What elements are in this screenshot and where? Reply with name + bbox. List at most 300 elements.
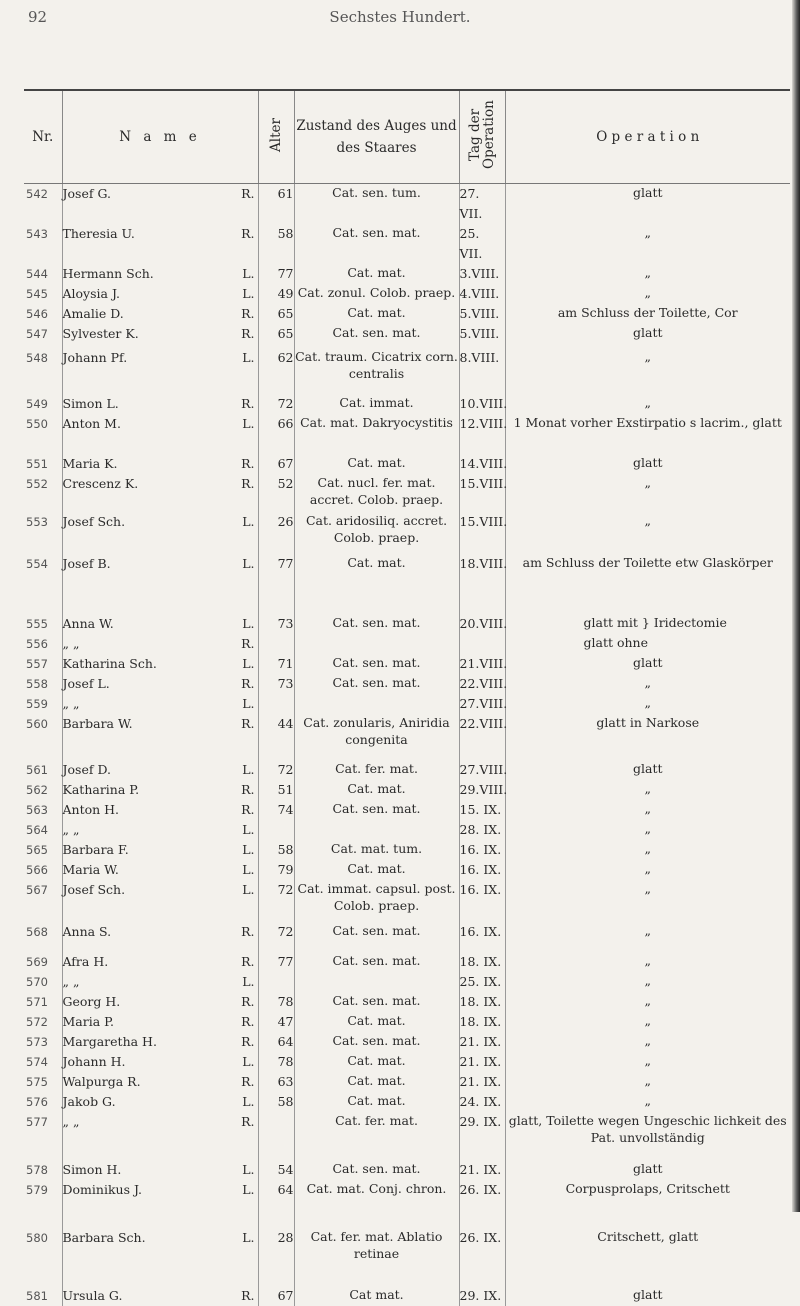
operation-note: glatt mit } Iridectomie <box>505 614 790 634</box>
name-text: Margaretha H. <box>63 1032 157 1052</box>
operation-note: glatt <box>505 324 790 348</box>
table-row <box>24 1228 790 1286</box>
operation-date: 16. IX. <box>459 860 505 880</box>
row-number: 553 <box>24 512 62 554</box>
row-number: 575 <box>24 1072 62 1092</box>
row-number: 550 <box>24 414 62 454</box>
page-edge <box>792 0 800 1212</box>
patient-name <box>62 1072 258 1092</box>
eye-side: L. <box>242 554 254 574</box>
age-value: 44 <box>258 714 294 760</box>
row-number: 558 <box>24 674 62 694</box>
name-text: Josef Sch. <box>63 512 126 532</box>
row-number: 561 <box>24 760 62 780</box>
age-value: 72 <box>258 880 294 922</box>
operation-note: glatt <box>505 1286 790 1306</box>
operation-note: „ <box>505 860 790 880</box>
eye-condition: Cat. sen. mat. <box>294 674 459 694</box>
col-zustand: Zustand des Auges und des Staares <box>294 90 459 184</box>
table-row <box>24 1112 790 1160</box>
operation-date: 16. IX. <box>459 880 505 922</box>
table-row <box>24 1032 790 1052</box>
operation-note: „ <box>505 264 790 284</box>
eye-condition: Cat. mat. <box>294 780 459 800</box>
patient-name <box>62 1160 258 1180</box>
name-text: Johann Pf. <box>63 348 128 368</box>
eye-side: R. <box>241 992 254 1012</box>
operation-date: 15. IX. <box>459 800 505 820</box>
eye-condition: Cat. mat. <box>294 860 459 880</box>
eye-side: L. <box>242 694 254 714</box>
patient-name <box>62 512 258 554</box>
patient-name <box>62 880 258 922</box>
age-value: 66 <box>258 414 294 454</box>
operation-date: 12.VIII. <box>459 414 505 454</box>
name-text: Anton H. <box>63 800 120 820</box>
table-row <box>24 922 790 952</box>
row-number: 559 <box>24 694 62 714</box>
operation-note: „ <box>505 394 790 414</box>
eye-side: R. <box>241 634 254 654</box>
patient-name <box>62 1052 258 1072</box>
table-row <box>24 952 790 972</box>
age-value <box>258 972 294 992</box>
name-text: Georg H. <box>63 992 121 1012</box>
table-row <box>24 1052 790 1072</box>
row-number: 542 <box>24 184 62 225</box>
table-row <box>24 654 790 674</box>
operation-note: „ <box>505 1072 790 1092</box>
patient-name <box>62 1112 258 1160</box>
eye-side: R. <box>241 324 254 344</box>
col-nr: Nr. <box>24 90 62 184</box>
row-number: 579 <box>24 1180 62 1228</box>
age-value: 78 <box>258 992 294 1012</box>
operation-date: 27. VII. <box>459 184 505 225</box>
eye-side: R. <box>241 952 254 972</box>
operation-date: 24. IX. <box>459 1092 505 1112</box>
patient-name <box>62 760 258 780</box>
eye-side: R. <box>241 1032 254 1052</box>
age-value: 64 <box>258 1180 294 1228</box>
table-row <box>24 414 790 454</box>
col-operation: O p e r a t i o n <box>505 90 790 184</box>
operation-date: 16. IX. <box>459 840 505 860</box>
eye-condition: Cat. mat. <box>294 1092 459 1112</box>
eye-side: L. <box>242 1228 254 1248</box>
table-row <box>24 860 790 880</box>
table-row <box>24 512 790 554</box>
table-row <box>24 324 790 348</box>
age-value: 79 <box>258 860 294 880</box>
eye-condition: Cat. sen. mat. <box>294 922 459 952</box>
row-number: 549 <box>24 394 62 414</box>
patient-name <box>62 394 258 414</box>
operation-date: 21.VIII. <box>459 654 505 674</box>
patient-name <box>62 1180 258 1228</box>
row-number: 568 <box>24 922 62 952</box>
operation-date: 26. IX. <box>459 1228 505 1286</box>
table-row <box>24 694 790 714</box>
name-text: Maria P. <box>63 1012 115 1032</box>
table-row <box>24 614 790 634</box>
age-value: 77 <box>258 264 294 284</box>
operation-note: „ <box>505 780 790 800</box>
page-number: 92 <box>28 8 47 26</box>
operation-note: „ <box>505 674 790 694</box>
operation-date: 5.VIII. <box>459 304 505 324</box>
operation-date: 15.VIII. <box>459 512 505 554</box>
row-number: 562 <box>24 780 62 800</box>
table-body <box>24 184 790 1306</box>
row-number: 560 <box>24 714 62 760</box>
eye-condition: Cat. mat. Dakryocystitis <box>294 414 459 454</box>
name-text: Anna S. <box>63 922 112 942</box>
col-tag: Tag der Operation <box>459 90 505 184</box>
operation-date: 21. IX. <box>459 1072 505 1092</box>
age-value: 71 <box>258 654 294 674</box>
age-value: 72 <box>258 394 294 414</box>
eye-side: L. <box>242 1052 254 1072</box>
name-text: Afra H. <box>63 952 109 972</box>
operation-date: 21. IX. <box>459 1160 505 1180</box>
patient-name <box>62 454 258 474</box>
age-value: 72 <box>258 922 294 952</box>
row-number: 570 <box>24 972 62 992</box>
eye-condition <box>294 820 459 840</box>
name-text: Simon L. <box>63 394 119 414</box>
operation-note: Critschett, glatt <box>505 1228 790 1286</box>
patient-name <box>62 1228 258 1286</box>
row-number: 567 <box>24 880 62 922</box>
eye-side: L. <box>242 840 254 860</box>
eye-side: R. <box>241 224 254 244</box>
operation-note: „ <box>505 800 790 820</box>
patient-name <box>62 304 258 324</box>
operation-note: „ <box>505 1032 790 1052</box>
eye-condition: Cat. nucl. fer. mat. accret. Colob. praep. <box>294 474 459 512</box>
eye-side: L. <box>242 414 254 434</box>
name-text: Katharina Sch. <box>63 654 157 674</box>
eye-condition: Cat. sen. mat. <box>294 654 459 674</box>
name-text: Anton M. <box>63 414 121 434</box>
table-row <box>24 184 790 225</box>
table-row <box>24 348 790 394</box>
age-value: 62 <box>258 348 294 394</box>
name-text: Josef B. <box>63 554 111 574</box>
patient-name <box>62 264 258 284</box>
eye-side: L. <box>242 654 254 674</box>
age-value: 58 <box>258 840 294 860</box>
eye-condition: Cat. mat. <box>294 304 459 324</box>
operation-date: 29.VIII. <box>459 780 505 800</box>
operation-date: 26. IX. <box>459 1180 505 1228</box>
operation-note: „ <box>505 284 790 304</box>
name-text: Josef D. <box>63 760 112 780</box>
eye-condition: Cat. fer. mat. Ablatio retinae <box>294 1228 459 1286</box>
eye-condition: Cat. mat. <box>294 1052 459 1072</box>
eye-side: R. <box>241 674 254 694</box>
row-number: 547 <box>24 324 62 348</box>
age-value <box>258 820 294 840</box>
eye-condition: Cat. mat. <box>294 264 459 284</box>
eye-side: L. <box>242 820 254 840</box>
age-value: 51 <box>258 780 294 800</box>
eye-side: L. <box>242 614 254 634</box>
age-value: 58 <box>258 1092 294 1112</box>
age-value <box>258 1112 294 1160</box>
row-number: 573 <box>24 1032 62 1052</box>
operation-date: 8.VIII. <box>459 348 505 394</box>
patient-name <box>62 554 258 614</box>
patient-name <box>62 860 258 880</box>
operation-date <box>459 634 505 654</box>
eye-condition: Cat. sen. mat. <box>294 224 459 264</box>
eye-side: L. <box>242 860 254 880</box>
age-value: 58 <box>258 224 294 264</box>
row-number: 564 <box>24 820 62 840</box>
operation-date: 18. IX. <box>459 1012 505 1032</box>
eye-condition: Cat. mat. <box>294 554 459 614</box>
age-value <box>258 634 294 654</box>
eye-condition: Cat. sen. mat. <box>294 1160 459 1180</box>
patient-name <box>62 224 258 264</box>
eye-condition <box>294 972 459 992</box>
eye-condition: Cat. immat. <box>294 394 459 414</box>
eye-condition: Cat. mat. <box>294 1072 459 1092</box>
operation-date: 21. IX. <box>459 1052 505 1072</box>
operation-note: „ <box>505 992 790 1012</box>
table-row <box>24 1180 790 1228</box>
operation-note: „ <box>505 952 790 972</box>
row-number: 548 <box>24 348 62 394</box>
table-row <box>24 1072 790 1092</box>
patient-name <box>62 184 258 225</box>
eye-side: L. <box>242 972 254 992</box>
name-text: Barbara W. <box>63 714 133 734</box>
eye-side: L. <box>242 512 254 532</box>
eye-side: R. <box>241 474 254 494</box>
table-row <box>24 800 790 820</box>
patient-name <box>62 952 258 972</box>
eye-condition: Cat. fer. mat. <box>294 1112 459 1160</box>
eye-condition: Cat. immat. capsul. post. Colob. praep. <box>294 880 459 922</box>
eye-side: R. <box>241 922 254 942</box>
operation-date: 3.VIII. <box>459 264 505 284</box>
age-value: 77 <box>258 952 294 972</box>
eye-condition: Cat. zonul. Colob. praep. <box>294 284 459 304</box>
operation-note: „ <box>505 820 790 840</box>
patient-name <box>62 800 258 820</box>
operation-note: „ <box>505 348 790 394</box>
row-number: 578 <box>24 1160 62 1180</box>
age-value: 67 <box>258 1286 294 1306</box>
row-number: 551 <box>24 454 62 474</box>
operation-date: 27.VIII. <box>459 694 505 714</box>
eye-condition: Cat. traum. Cicatrix corn. centralis <box>294 348 459 394</box>
eye-condition: Cat. mat. tum. <box>294 840 459 860</box>
table-row <box>24 554 790 614</box>
row-number: 543 <box>24 224 62 264</box>
operation-note: „ <box>505 922 790 952</box>
row-number: 566 <box>24 860 62 880</box>
name-text: „ „ <box>63 820 80 840</box>
table-row <box>24 1286 790 1306</box>
row-number: 555 <box>24 614 62 634</box>
name-text: „ „ <box>63 694 80 714</box>
eye-side: R. <box>241 1286 254 1306</box>
table-row <box>24 474 790 512</box>
table-row <box>24 674 790 694</box>
eye-condition <box>294 694 459 714</box>
table-row <box>24 1160 790 1180</box>
patient-name <box>62 922 258 952</box>
eye-side: L. <box>242 348 254 368</box>
eye-side: L. <box>242 760 254 780</box>
eye-side: L. <box>242 1092 254 1112</box>
eye-side: R. <box>241 1072 254 1092</box>
age-value: 26 <box>258 512 294 554</box>
name-text: Josef Sch. <box>63 880 126 900</box>
eye-condition: Cat. zonularis, Aniridia congenita <box>294 714 459 760</box>
operation-note: „ <box>505 1012 790 1032</box>
eye-side: L. <box>242 264 254 284</box>
patient-name <box>62 284 258 304</box>
eye-side: R. <box>241 304 254 324</box>
iridectomie-label: } Iridectomie <box>638 615 727 630</box>
operation-date: 25. IX. <box>459 972 505 992</box>
eye-condition: Cat. sen. mat. <box>294 324 459 348</box>
name-text: Josef L. <box>63 674 110 694</box>
patient-name <box>62 1092 258 1112</box>
patient-name <box>62 1012 258 1032</box>
operation-date: 15.VIII. <box>459 474 505 512</box>
eye-condition: Cat. sen. tum. <box>294 184 459 225</box>
name-text: Josef G. <box>63 184 111 204</box>
name-text: „ „ <box>63 972 80 992</box>
operation-note: „ <box>505 972 790 992</box>
name-text: „ „ <box>63 634 80 654</box>
patient-name <box>62 1286 258 1306</box>
table-row <box>24 972 790 992</box>
age-value: 61 <box>258 184 294 225</box>
row-number: 554 <box>24 554 62 614</box>
row-number: 546 <box>24 304 62 324</box>
row-number: 576 <box>24 1092 62 1112</box>
eye-side: R. <box>241 1112 254 1132</box>
operation-note: „ <box>505 474 790 512</box>
table-row <box>24 1012 790 1032</box>
operation-note: glatt <box>505 654 790 674</box>
patient-name <box>62 324 258 348</box>
operation-date: 14.VIII. <box>459 454 505 474</box>
eye-side: R. <box>241 394 254 414</box>
name-text: Simon H. <box>63 1160 122 1180</box>
name-text: Ursula G. <box>63 1286 123 1306</box>
age-value: 74 <box>258 800 294 820</box>
eye-condition: Cat. sen. mat. <box>294 952 459 972</box>
operation-date: 21. IX. <box>459 1032 505 1052</box>
eye-condition: Cat. mat. Conj. chron. <box>294 1180 459 1228</box>
age-value: 73 <box>258 614 294 634</box>
eye-side: L. <box>242 284 254 304</box>
operation-note: „ <box>505 224 790 264</box>
patient-name <box>62 1032 258 1052</box>
row-number: 572 <box>24 1012 62 1032</box>
age-value: 64 <box>258 1032 294 1052</box>
eye-side: L. <box>242 1160 254 1180</box>
name-text: Maria K. <box>63 454 118 474</box>
patient-name <box>62 654 258 674</box>
table-row <box>24 454 790 474</box>
operation-date: 20.VIII. <box>459 614 505 634</box>
row-number: 569 <box>24 952 62 972</box>
operation-date: 16. IX. <box>459 922 505 952</box>
operation-note: glatt ohne <box>505 634 790 654</box>
name-text: Dominikus J. <box>63 1180 142 1200</box>
table-row <box>24 714 790 760</box>
name-text: Johann H. <box>63 1052 126 1072</box>
age-value: 72 <box>258 760 294 780</box>
name-text: Hermann Sch. <box>63 264 154 284</box>
operation-date: 18.VIII. <box>459 554 505 614</box>
operation-date: 10.VIII. <box>459 394 505 414</box>
name-text: Barbara F. <box>63 840 129 860</box>
eye-side: R. <box>241 454 254 474</box>
operation-note: glatt in Narkose <box>505 714 790 760</box>
name-text: Katharina P. <box>63 780 140 800</box>
age-value: 65 <box>258 304 294 324</box>
operation-date: 18. IX. <box>459 952 505 972</box>
eye-condition: Cat. aridosiliq. accret. Colob. praep. <box>294 512 459 554</box>
patient-name <box>62 414 258 454</box>
operation-note: „ <box>505 1052 790 1072</box>
table-row <box>24 1092 790 1112</box>
col-alter: Alter <box>258 90 294 184</box>
operation-note: am Schluss der Toilette, Cor <box>505 304 790 324</box>
patient-name <box>62 348 258 394</box>
patient-name <box>62 714 258 760</box>
age-value: 49 <box>258 284 294 304</box>
name-text: Barbara Sch. <box>63 1228 146 1248</box>
row-number: 565 <box>24 840 62 860</box>
running-head: Sechstes Hundert. <box>0 8 800 26</box>
operation-date: 29. IX. <box>459 1112 505 1160</box>
row-number: 557 <box>24 654 62 674</box>
age-value: 73 <box>258 674 294 694</box>
age-value <box>258 694 294 714</box>
operation-note: glatt <box>505 1160 790 1180</box>
operation-note: „ <box>505 880 790 922</box>
table-header <box>24 90 790 184</box>
operation-note: „ <box>505 840 790 860</box>
operation-note: glatt <box>505 454 790 474</box>
patient-table <box>24 89 790 1306</box>
operation-date: 29. IX. <box>459 1286 505 1306</box>
row-number: 552 <box>24 474 62 512</box>
age-value: 77 <box>258 554 294 614</box>
eye-condition: Cat. sen. mat. <box>294 1032 459 1052</box>
age-value: 67 <box>258 454 294 474</box>
operation-date: 18. IX. <box>459 992 505 1012</box>
age-value: 52 <box>258 474 294 512</box>
row-number: 580 <box>24 1228 62 1286</box>
age-value: 78 <box>258 1052 294 1072</box>
name-text: „ „ <box>63 1112 80 1132</box>
age-value: 54 <box>258 1160 294 1180</box>
row-number: 563 <box>24 800 62 820</box>
operation-note: glatt, Toilette wegen Ungeschic lichkeit des Pat. unvollständig <box>505 1112 790 1160</box>
